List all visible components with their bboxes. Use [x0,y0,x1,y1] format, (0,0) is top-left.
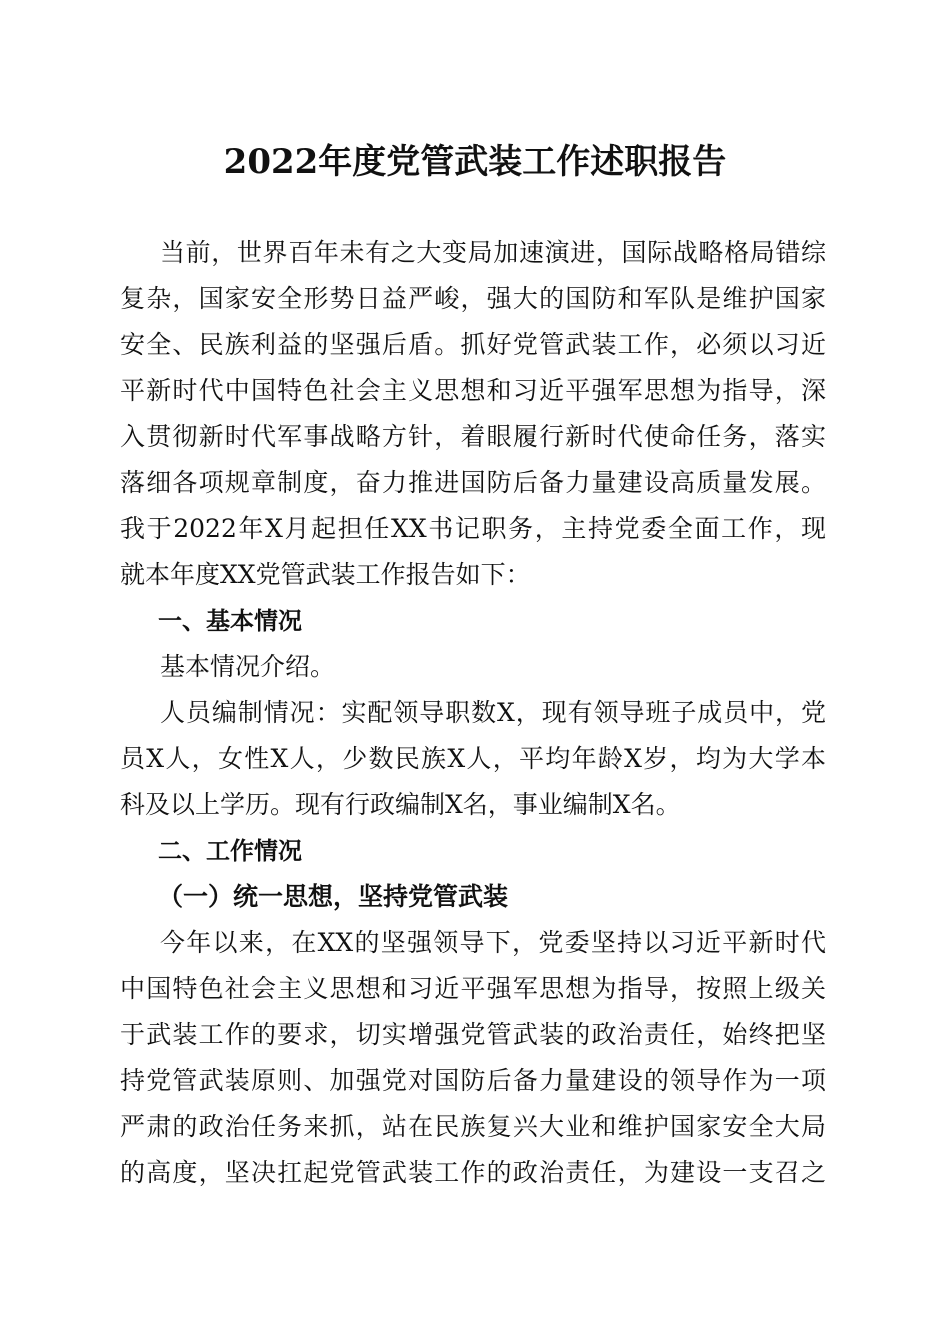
work-line-3: 于武装工作的要求，切实增强党管武装的政治责任，始终把坚 [120,1020,826,1049]
intro-line-7: 我于2022年X月起担任XX书记职务，主持党委全面工作，现 [120,514,826,543]
intro-line-2: 复杂，国家安全形势日益严峻，强大的国防和军队是维护国家 [120,284,826,313]
intro-line-5: 入贯彻新时代军事战略方针，着眼履行新时代使命任务，落实 [120,422,826,451]
intro-line-3: 安全、民族利益的坚强后盾。抓好党管武装工作，必须以习近 [120,330,826,359]
staff-line-2: 员X人，女性X人，少数民族X人，平均年龄X岁，均为大学本 [120,744,826,773]
work-line-4: 持党管武装原则、加强党对国防后备力量建设的领导作为一项 [120,1066,826,1095]
intro-line-8: 就本年度XX党管武装工作报告如下： [120,560,531,589]
document-title: 2022年度党管武装工作述职报告 [223,142,727,182]
work-line-1: 今年以来，在XX的坚强领导下，党委坚持以习近平新时代 [160,928,826,957]
staff-line-1: 人员编制情况：实配领导职数X，现有领导班子成员中，党 [160,698,826,727]
section1-intro: 基本情况介绍。 [160,652,336,681]
work-line-6: 的高度，坚决扛起党管武装工作的政治责任，为建设一支召之 [120,1158,826,1187]
work-line-2: 中国特色社会主义思想和习近平强军思想为指导，按照上级关 [120,974,826,1003]
intro-line-4: 平新时代中国特色社会主义思想和习近平强军思想为指导，深 [120,376,826,405]
staff-line-3: 科及以上学历。现有行政编制X名，事业编制X名。 [120,790,681,819]
intro-line-6: 落细各项规章制度，奋力推进国防后备力量建设高质量发展。 [120,468,826,497]
work-line-5: 严肃的政治任务来抓，站在民族复兴大业和维护国家安全大局 [120,1112,826,1141]
intro-line-1: 当前，世界百年未有之大变局加速演进，国际战略格局错综 [160,238,826,267]
subsection-heading-1: （一）统一思想，坚持党管武装 [158,882,509,911]
section-heading-work: 二、工作情况 [158,837,302,865]
section-heading-basic: 一、基本情况 [158,607,302,635]
